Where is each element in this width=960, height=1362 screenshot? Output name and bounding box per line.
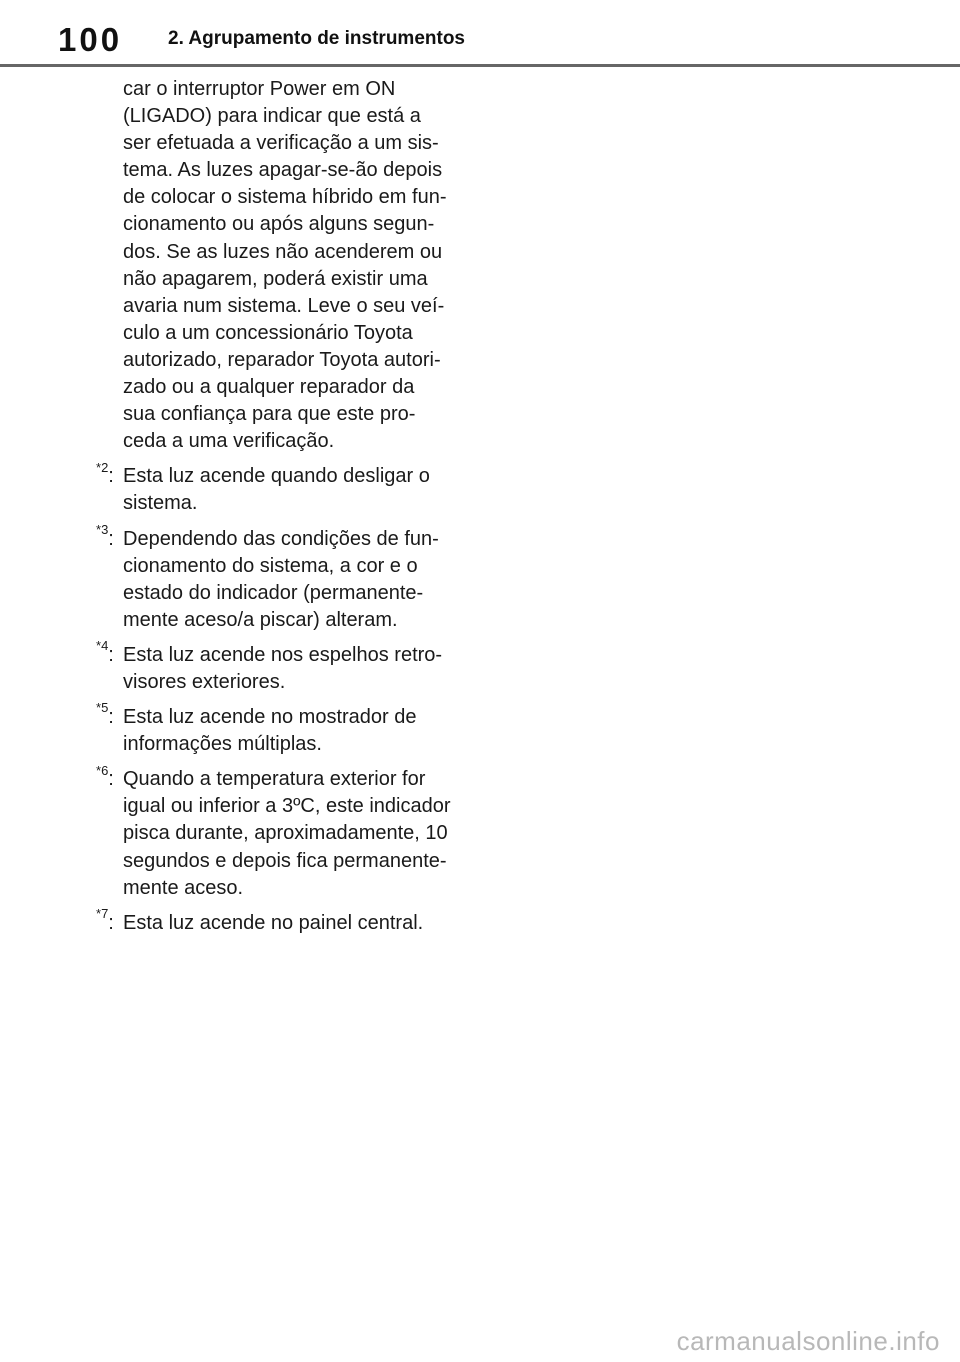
footnote-number: 6 bbox=[101, 762, 109, 778]
footnote-star: * bbox=[96, 700, 102, 716]
footnote-text: informações múltiplas. bbox=[123, 733, 322, 756]
footnote-colon: : bbox=[108, 706, 114, 729]
footnote-text: visores exteriores. bbox=[123, 670, 286, 693]
intro-paragraph bbox=[96, 76, 476, 455]
footnote-number: 3 bbox=[101, 521, 109, 537]
footnote-marker bbox=[96, 459, 123, 490]
text-line: (LIGADO) para indicar que está a bbox=[123, 105, 421, 128]
footnote-marker bbox=[96, 762, 123, 793]
footnote-star: * bbox=[96, 906, 102, 922]
text-line: sua confiança para que este pro- bbox=[123, 403, 416, 426]
footnote-colon: : bbox=[108, 465, 114, 488]
footnote-number: 7 bbox=[101, 906, 109, 922]
text-line: de colocar o sistema híbrido em fun- bbox=[123, 186, 447, 209]
text-line: avaria num sistema. Leve o seu veí- bbox=[123, 294, 445, 317]
footnote-text: Esta luz acende no painel central. bbox=[123, 911, 424, 934]
footnote-marker bbox=[96, 638, 123, 669]
footnote-6 bbox=[96, 762, 476, 901]
footnote-text: mente aceso. bbox=[123, 876, 244, 899]
watermark: carmanualsonline.info bbox=[676, 1326, 940, 1356]
text-line: cionamento ou após alguns segun- bbox=[123, 213, 435, 236]
footnote-star: * bbox=[96, 521, 102, 537]
footnote-3 bbox=[96, 521, 476, 634]
text-line: zado ou a qualquer reparador da bbox=[123, 376, 415, 399]
footnote-text: sistema. bbox=[123, 492, 198, 515]
footnote-text: Quando a temperatura exterior for bbox=[123, 768, 426, 791]
text-line: ser efetuada a verificação a um sis- bbox=[123, 132, 439, 155]
footnote-number: 4 bbox=[101, 638, 109, 654]
text-line: culo a um concessionário Toyota bbox=[123, 321, 413, 344]
text-line: car o interruptor Power em ON bbox=[123, 78, 396, 100]
footnote-text: pisca durante, aproximadamente, 10 bbox=[123, 822, 448, 845]
footnote-text: mente aceso/a piscar) alteram. bbox=[123, 608, 398, 631]
footnote-marker bbox=[96, 906, 123, 937]
footnote-marker bbox=[96, 700, 123, 731]
footnote-text: igual ou inferior a 3ºC, este indicador bbox=[123, 795, 451, 818]
footnote-text: segundos e depois fica permanente- bbox=[123, 849, 447, 872]
footnote-text: Esta luz acende nos espelhos retro- bbox=[123, 643, 443, 666]
footnote-colon: : bbox=[108, 768, 114, 791]
footnote-7 bbox=[96, 906, 476, 937]
text-line: autorizado, reparador Toyota autori- bbox=[123, 348, 441, 371]
footnote-colon: : bbox=[108, 527, 114, 550]
footnote-text: estado do indicador (permanente- bbox=[123, 581, 424, 604]
text-line: dos. Se as luzes não acenderem ou bbox=[123, 240, 443, 263]
footnote-text: cionamento do sistema, a cor e o bbox=[123, 554, 418, 577]
footnote-text: Esta luz acende quando desligar o bbox=[123, 465, 430, 488]
footnote-star: * bbox=[96, 459, 102, 475]
page-number: 100 bbox=[58, 21, 123, 58]
footnote-text: Dependendo das condições de fun- bbox=[123, 527, 439, 550]
section-title: 2. Agrupamento de instrumentos bbox=[168, 28, 465, 49]
footnote-star: * bbox=[96, 638, 102, 654]
text-line: tema. As luzes apagar-se-ão depois bbox=[123, 159, 443, 182]
text-line: ceda a uma verificação. bbox=[123, 430, 335, 453]
page-header bbox=[0, 0, 960, 68]
footnote-star: * bbox=[96, 762, 102, 778]
footnote-number: 2 bbox=[101, 459, 109, 475]
footnote-number: 5 bbox=[101, 700, 109, 716]
footnote-colon: : bbox=[108, 911, 114, 934]
body-text bbox=[96, 76, 476, 937]
footnote-text: Esta luz acende no mostrador de bbox=[123, 706, 417, 729]
footnote-4 bbox=[96, 638, 476, 696]
header-divider bbox=[0, 64, 960, 67]
footnote-5 bbox=[96, 700, 476, 758]
footnote-colon: : bbox=[108, 643, 114, 666]
footnote-2 bbox=[96, 459, 476, 517]
footnote-marker bbox=[96, 521, 123, 553]
text-line: não apagarem, poderá existir uma bbox=[123, 267, 428, 290]
